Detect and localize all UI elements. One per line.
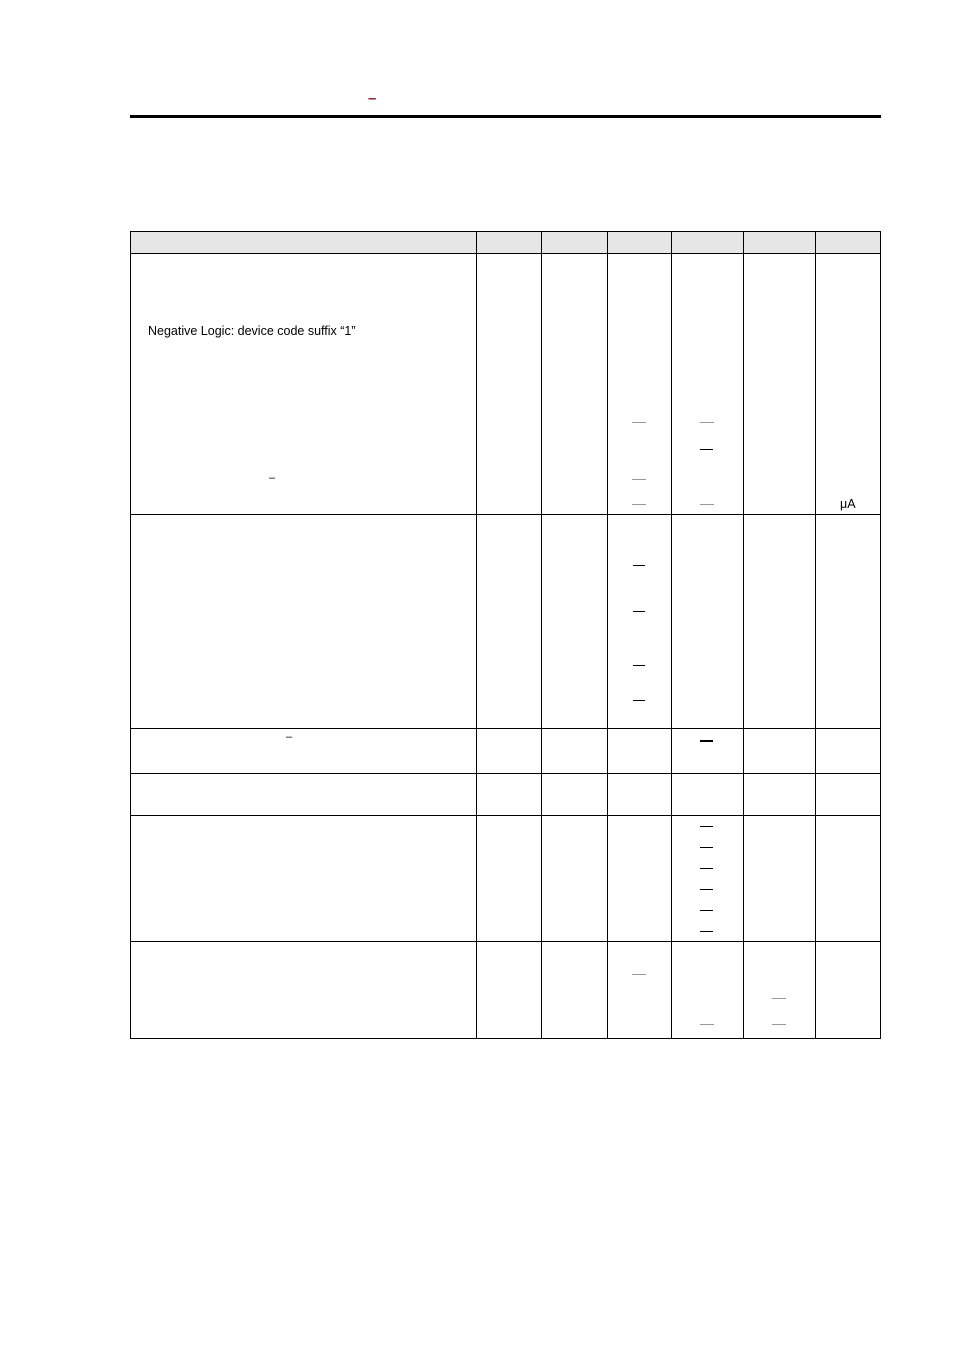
table-row-divider bbox=[130, 773, 881, 774]
table-border-right bbox=[880, 231, 881, 1039]
dash-mark bbox=[633, 565, 645, 566]
dash-mark bbox=[700, 931, 713, 932]
dash-mark bbox=[700, 449, 713, 450]
dash-mark bbox=[700, 910, 713, 911]
header-mark: – bbox=[368, 90, 377, 107]
dash-mark bbox=[633, 700, 645, 701]
dash-mark bbox=[772, 1024, 786, 1025]
dash-mark bbox=[633, 665, 645, 666]
unit-label: μA bbox=[840, 497, 856, 511]
dash-mark bbox=[700, 847, 713, 848]
dash-mark bbox=[632, 974, 646, 975]
dash-mark bbox=[700, 889, 713, 890]
table-row-divider bbox=[130, 941, 881, 942]
dash-mark bbox=[632, 422, 646, 423]
table-border-left bbox=[130, 231, 131, 1039]
table-col-divider bbox=[541, 231, 542, 1039]
table-border-bottom bbox=[130, 1038, 881, 1039]
table-col-divider bbox=[743, 231, 744, 1039]
table-row-divider bbox=[130, 514, 881, 515]
dash-mark bbox=[772, 998, 786, 999]
table-row-divider bbox=[130, 815, 881, 816]
dash-mark bbox=[700, 1024, 714, 1025]
table-header-row bbox=[130, 231, 881, 253]
small-mark: – bbox=[269, 472, 276, 484]
dash-mark bbox=[700, 422, 714, 423]
dash-mark bbox=[632, 504, 646, 505]
table-col-divider bbox=[607, 231, 608, 1039]
dash-mark bbox=[632, 479, 646, 480]
header-rule bbox=[130, 115, 881, 118]
table-col-divider bbox=[476, 231, 477, 1039]
dash-mark bbox=[700, 740, 713, 742]
dash-mark bbox=[633, 611, 645, 612]
dash-mark bbox=[700, 826, 713, 827]
negative-logic-note: Negative Logic: device code suffix “1” bbox=[148, 324, 356, 338]
table-row-divider bbox=[130, 728, 881, 729]
dash-mark bbox=[700, 504, 714, 505]
table-col-divider bbox=[815, 231, 816, 1039]
table-col-divider bbox=[671, 231, 672, 1039]
table-header-divider bbox=[130, 253, 881, 254]
small-mark: – bbox=[286, 731, 293, 743]
table-border-top bbox=[130, 231, 881, 232]
dash-mark bbox=[700, 868, 713, 869]
